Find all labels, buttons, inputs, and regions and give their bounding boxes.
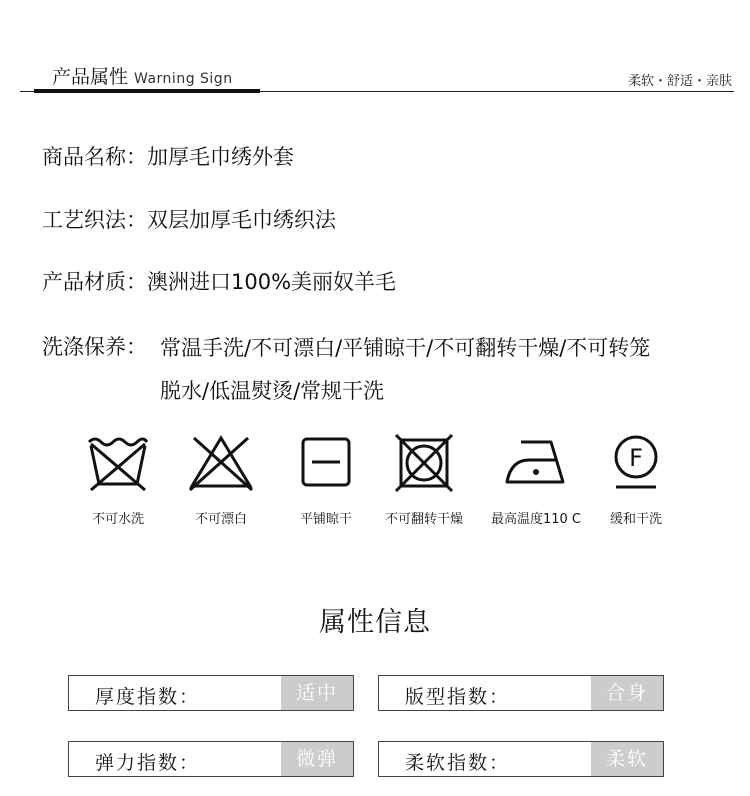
care-icon-item bbox=[586, 432, 686, 527]
attr-row-care bbox=[42, 331, 147, 361]
header-title bbox=[52, 62, 233, 89]
header-title-text: 产品属性 bbox=[52, 66, 129, 88]
property-value: 柔软 bbox=[591, 742, 663, 776]
attr-label: 工艺织法： bbox=[42, 208, 147, 232]
header-subtitle: Warning Sign bbox=[134, 71, 233, 87]
dry-flat-icon bbox=[299, 432, 353, 494]
property-thickness bbox=[68, 675, 354, 711]
attr-value: 双层加厚毛巾绣织法 bbox=[147, 208, 336, 232]
property-value: 微弹 bbox=[281, 742, 353, 776]
care-icon-label: 不可翻转干燥 bbox=[384, 512, 463, 527]
care-value bbox=[160, 327, 720, 413]
care-icon-item bbox=[171, 432, 271, 527]
care-icon-label: 不可水洗 bbox=[91, 512, 144, 527]
care-icon-label: 不可漂白 bbox=[194, 512, 247, 527]
care-icon-label: 平铺晾干 bbox=[299, 512, 352, 527]
attr-label: 商品名称： bbox=[42, 145, 147, 169]
property-label: 弹力指数： bbox=[95, 752, 201, 774]
care-label: 洗涤保养： bbox=[42, 335, 147, 359]
no-bleach-icon bbox=[186, 432, 256, 494]
gentle-dry-clean-icon bbox=[609, 432, 663, 494]
care-icon-label: 缓和干洗 bbox=[609, 512, 662, 527]
care-icons bbox=[0, 432, 750, 542]
iron-icon bbox=[503, 432, 569, 494]
attr-label: 产品材质： bbox=[42, 270, 147, 294]
property-label: 版型指数： bbox=[405, 686, 511, 708]
attr-row-craft bbox=[42, 204, 336, 234]
property-value: 合身 bbox=[591, 676, 663, 710]
property-label: 厚度指数： bbox=[95, 686, 201, 708]
care-icon-item bbox=[276, 432, 376, 527]
attr-row-material bbox=[42, 266, 396, 296]
property-elasticity bbox=[68, 741, 354, 777]
attr-value: 加厚毛巾绣外套 bbox=[147, 145, 294, 169]
property-fit bbox=[378, 675, 664, 711]
care-icon-item bbox=[374, 432, 474, 527]
header-accent-bar bbox=[34, 89, 260, 93]
property-softness bbox=[378, 741, 664, 777]
attr-value: 澳洲进口100%美丽奴羊毛 bbox=[147, 270, 397, 294]
no-water-wash-icon bbox=[85, 432, 151, 494]
no-tumble-dry-icon bbox=[393, 432, 455, 494]
property-label: 柔软指数： bbox=[405, 752, 511, 774]
property-value: 适中 bbox=[281, 676, 353, 710]
header bbox=[0, 0, 750, 100]
care-line-1: 常温手洗/不可漂白/平铺晾干/不可翻转干燥/不可转笼 bbox=[160, 336, 651, 360]
properties-title: 属性信息 bbox=[319, 607, 431, 638]
care-icon-label: 最高温度110 C bbox=[490, 512, 582, 527]
care-icon-item bbox=[486, 432, 586, 527]
header-tagline: 柔软・舒适・亲肤 bbox=[627, 74, 732, 89]
care-line-2: 脱水/低温熨烫/常规干洗 bbox=[160, 379, 385, 403]
dry-clean-letter: F bbox=[629, 444, 643, 472]
attr-row-product-name bbox=[42, 141, 294, 171]
care-icon-item bbox=[68, 432, 168, 527]
